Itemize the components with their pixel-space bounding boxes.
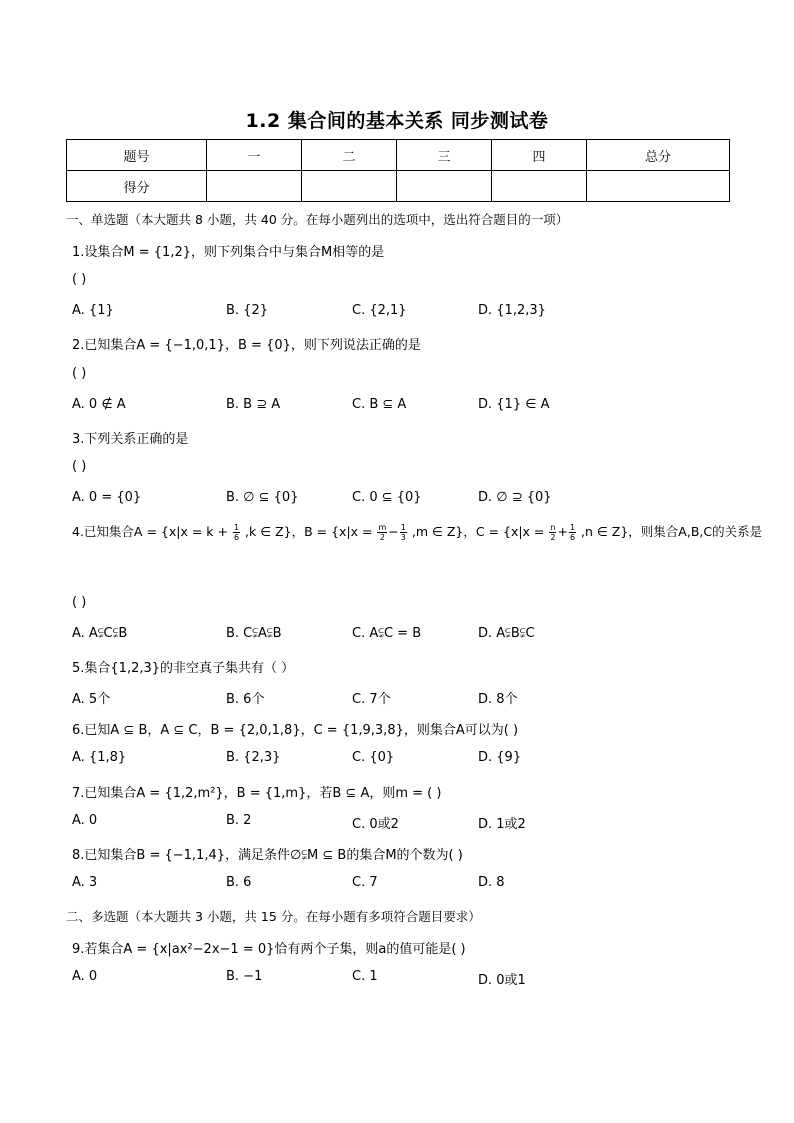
option-b: B. {2} — [226, 303, 268, 318]
question-stem: 9.若集合A = {x|ax²−2x−1 = 0}恰有两个子集，则a的值可能是( ) — [72, 942, 466, 957]
score-cell — [492, 171, 587, 202]
stem-text: 4.已知集合A = {x|x = k + — [72, 524, 228, 539]
score-cell — [207, 171, 302, 202]
option-c: C. 7 — [352, 875, 378, 890]
question-stem: 1.设集合M = {1,2}，则下列集合中与集合M相等的是 — [72, 245, 385, 260]
option-b: B. ∅ ⊆ {0} — [226, 490, 299, 505]
option-row — [72, 875, 712, 893]
option-row — [72, 397, 712, 415]
option-d: D. A⫋B⫋C — [478, 626, 535, 641]
question-stem: 8.已知集合B = {−1,1,4}，满足条件∅⫋M ⊆ B的集合M的个数为( ) — [72, 848, 463, 863]
option-b: B. −1 — [226, 969, 263, 984]
fraction — [549, 523, 556, 542]
option-d: D. 8 — [478, 875, 505, 890]
option-row — [72, 969, 712, 987]
fraction-denominator: 3 — [400, 533, 406, 542]
option-d: D. {1,2,3} — [478, 303, 546, 318]
fraction-numerator: n — [550, 523, 556, 532]
fraction — [569, 523, 576, 542]
question-stem: 2.已知集合A = {−1,0,1}，B = {0}，则下列说法正确的是 — [72, 338, 421, 353]
option-b: B. C⫋A⫋B — [226, 626, 282, 641]
score-row-label: 得分 — [67, 171, 207, 202]
score-header-cell: 四 — [492, 140, 587, 171]
question-stem — [72, 522, 762, 542]
option-row — [72, 813, 712, 831]
question-stem: 3.下列关系正确的是 — [72, 432, 189, 447]
fraction — [377, 523, 387, 542]
fraction-numerator: 1 — [400, 523, 406, 532]
option-c: C. {0} — [352, 750, 395, 765]
stem-text: − — [388, 524, 399, 539]
score-header-cell: 二 — [302, 140, 397, 171]
fraction — [233, 523, 240, 542]
option-c: C. 0或2 — [352, 817, 399, 832]
question-stem: 6.已知A ⊆ B，A ⊆ C，B = {2,0,1,8}，C = {1,9,3,8}，则集合A可以为( ) — [72, 723, 519, 738]
option-a: A. A⫋C⫋B — [72, 626, 128, 641]
score-header-cell: 题号 — [67, 140, 207, 171]
fraction-numerator: 1 — [569, 523, 576, 532]
fraction — [400, 523, 407, 542]
option-d: D. 0或1 — [478, 973, 526, 988]
stem-text: ,k ∈ Z}，B = {x|x = — [245, 524, 373, 539]
option-a: A. 0 = {0} — [72, 490, 142, 505]
score-cell — [397, 171, 492, 202]
option-d: D. 1或2 — [478, 817, 526, 832]
stem-text: ,m ∈ Z}，C = {x|x = — [411, 524, 545, 539]
question-stem: 5.集合{1,2,3}的非空真子集共有（ ） — [72, 661, 295, 676]
question-stem: 7.已知集合A = {1,2,m²}，B = {1,m}，若B ⊆ A，则m = ( ) — [72, 786, 442, 801]
score-table-score-row — [67, 171, 730, 202]
option-c: C. 7个 — [352, 692, 391, 707]
score-table — [66, 139, 730, 202]
answer-blank: ( ) — [72, 272, 87, 287]
score-cell — [587, 171, 730, 202]
option-b: B. {2,3} — [226, 750, 281, 765]
fraction-numerator: m — [378, 523, 387, 532]
page-title: 1.2 集合间的基本关系 同步测试卷 — [245, 110, 549, 132]
option-d: D. ∅ ⊇ {0} — [478, 490, 552, 505]
option-d: D. {1} ∈ A — [478, 397, 550, 412]
fraction-numerator: 1 — [233, 523, 240, 532]
option-row — [72, 626, 712, 644]
option-c: C. 0 ⊆ {0} — [352, 490, 422, 505]
fraction-denominator: 2 — [379, 533, 385, 542]
option-row — [72, 750, 712, 768]
option-a: A. {1} — [72, 303, 114, 318]
option-row — [72, 303, 712, 321]
option-c: C. A⫋C = B — [352, 626, 422, 641]
option-b: B. 2 — [226, 813, 252, 828]
section-heading-multiple-choice: 二、多选题（本大题共 3 小题，共 15 分。在每小题有多项符合题目要求） — [66, 909, 481, 924]
section-heading-single-choice: 一、单选题（本大题共 8 小题，共 40 分。在每小题列出的选项中，选出符合题目的一项） — [66, 212, 569, 227]
option-row — [72, 490, 712, 508]
option-a: A. 3 — [72, 875, 98, 890]
option-b: B. 6个 — [226, 692, 265, 707]
answer-blank: ( ) — [72, 595, 87, 610]
option-d: D. 8个 — [478, 692, 518, 707]
fraction-denominator: 6 — [233, 533, 240, 542]
option-a: A. 0 — [72, 969, 98, 984]
fraction-denominator: 2 — [550, 533, 556, 542]
stem-text: ,n ∈ Z}，则集合A,B,C的关系是 — [581, 524, 763, 539]
stem-text: + — [557, 524, 568, 539]
fraction-denominator: 6 — [569, 533, 576, 542]
score-header-cell: 三 — [397, 140, 492, 171]
answer-blank: ( ) — [72, 459, 87, 474]
option-row — [72, 688, 712, 706]
option-b: B. 6 — [226, 875, 252, 890]
score-header-cell: 总分 — [587, 140, 730, 171]
option-a: A. 0 — [72, 813, 98, 828]
score-cell — [302, 171, 397, 202]
option-a: A. {1,8} — [72, 750, 127, 765]
score-header-cell: 一 — [207, 140, 302, 171]
option-a: A. 5个 — [72, 692, 111, 707]
score-table-header-row — [67, 140, 730, 171]
option-c: C. {2,1} — [352, 303, 407, 318]
option-d: D. {9} — [478, 750, 522, 765]
answer-blank: ( ) — [72, 366, 87, 381]
option-b: B. B ⊇ A — [226, 397, 281, 412]
option-a: A. 0 ∉ A — [72, 397, 126, 412]
option-c: C. B ⊆ A — [352, 397, 407, 412]
option-c: C. 1 — [352, 969, 378, 984]
